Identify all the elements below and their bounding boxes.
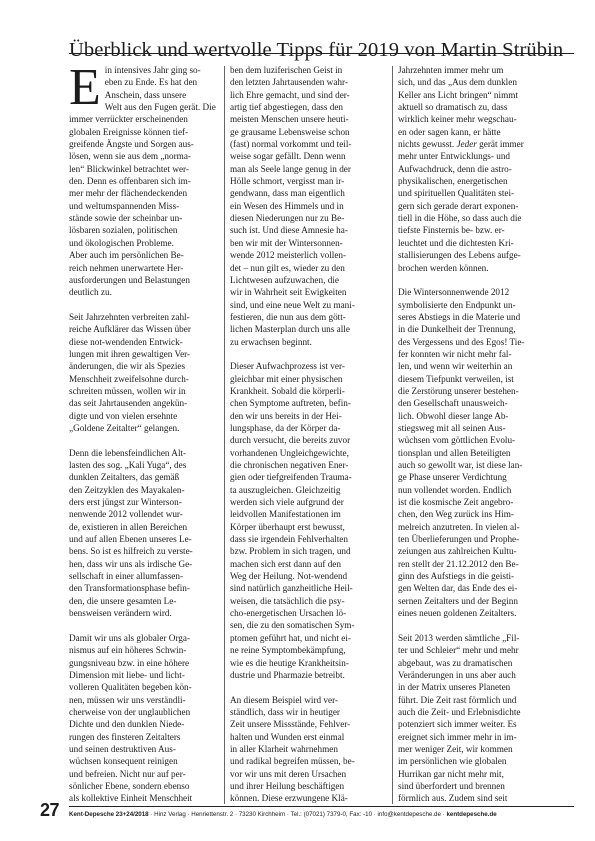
article-title: Überblick und wertvolle Tipps für 2019 von Martin Strübin — [69, 38, 564, 61]
emphasis-text: Jeder — [456, 139, 477, 150]
paragraph — [69, 64, 217, 299]
paragraph: Seit Jahrzehnten verbreiten zahl- reiche Aufklärer das Wissen über diese not-wendenden Entwick- lungen mit ihren gewaltigen Ver- änderungen, die wir als Spezies Menschheit zweifelsohne durch- schreiten müssen, wollen wir in das seit Jahrtausenden angekün- digte und von vielen ersehnte „Goldene Zeitalter“ gelangen. — [69, 311, 191, 433]
page-footer — [69, 811, 575, 819]
paragraph: Seit 2013 werden sämtliche „Fil- ter und Schleier“ mehr und mehr abgebaut, was zu dramatischen Veränderungen in uns aber auch in der Matrix unseres Planeten führt. Die Zeit rast förmlich und auch die Zeit- und Erlebnisdichte potenziert sich immer weiter. Es ereignet sich immer mehr in im- mer weniger Zeit, wir kommen im persönlichen wie globalen Hurrikan gar nicht mehr mit, sind überfordert und brennen förmlich aus. Zudem sind seit — [398, 632, 521, 804]
column-divider — [392, 66, 393, 804]
paragraph-text: gerät immer mehr unter Entwicklungs- und Aufwachdruck, denn die astro- physikalischen, energetischen und spirituellen Qualitäten stei- gern sich gerade derart exponen- tiell in die Höhe, so dass auch die tiefste Finsternis be- bzw. er- leuchtet und die dichtesten Kri- stallisierungen des Lebens aufge- brochen werden können. — [398, 139, 524, 273]
text-column-3 — [398, 64, 554, 807]
page-number: 27 — [40, 800, 60, 820]
paragraph: An diesem Beispiel wird ver- ständlich, dass wir in heutiger Zeit unsere Missstände, Fehlver- halten und Wunden erst einmal in aller Klarheit wahrnehmen und radikal begreifen müssen, be- vor wir uns mit deren Ursachen und ihrer Heilung beschäftigen können. Diese erzwungene Klä- — [230, 694, 355, 804]
issue-label: Kent-Depesche 23+24/2018 — [69, 811, 149, 818]
paragraph: Denn die lebensfeindlichen Alt- lasten des sog. „Kali Yuga“, des dunklen Zeitalters, das gemäß den Zeitzyklen des Mayakalen- ders erst jüngst zur Winterson- nenwende 2012 vollendet wur- de, existieren in allen Bereichen und auf allen Ebenen unseres Le- bens. So ist es hilfreich zu verste- hen, dass wir uns als irdische Ge- sellschaft in einer allumfassen- den Transformationsphase befin- den, die unsere gesamten Le- bensweisen verändern wird. — [69, 447, 193, 619]
text-column-1 — [69, 64, 217, 807]
paragraph: Die Wintersonnenwende 2012 symbolisierte den Endpunkt un- seres Abstiegs in die Materie und in die Dunkelheit der Trennung, des Vergessens und des Egos! Tie- fer konnten wir nicht mehr fal- len, und wenn wir weiterhin an diesem Tiefpunkt verweilen, ist die Zerstörung unserer bestehen- den Gesellschaft unausweich- lich. Obwohl dieser lange Ab- stiegsweg mit all seinen Aus- wüchsen vom göttlichen Evolu- tionsplan und allen Beteiligten auch so gewollt war, ist diese lan- ge Phase unserer Verdichtung nun vollendet worden. Endlich ist die kosmische Zeit angebro- chen, den Weg zurück ins Him- melreich anzutreten. In vielen al- ten Überlieferungen und Prophe- zeiungen aus zahlreichen Kultu- ren stellt der 21.12.2012 den Be- ginn des Aufstiegs in die geisti- gen Welten dar, das Ende des ei- sernen Zeitalters und der Beginn eines neuen goldenen Zeitalters. — [398, 287, 525, 619]
paragraph-text: in intensives Jahr ging so- eben zu Ende. Es hat den Anschein, dass unsere Welt aus den Fugen gerät. Die immer verrückter erscheinenden globalen Ereignisse können tief- greifende Ängste und Sorgen aus- lösen, wenn sie aus dem „norma- len“ Blickwinkel betrachtet wer- den. Denn es offenbaren sich im- mer mehr der flächendeckenden und weltumspannenden Miss- stände sowie der scheinbar un- lösbaren sozialen, politischen und ökologischen Probleme. Aber auch im persönlichen Be- reich nehmen unerwartete Her- ausforderungen und Belastungen deutlich zu. — [69, 65, 216, 298]
publisher-info: · Hinz Verlag · Henriettenstr. 2 · 73230 Kirchheim · Tel.: (07021) 7379-0, Fax: -10 · info@kentdepesche.de · — [148, 811, 447, 818]
paragraph: ben dem luziferischen Geist in den letzten Jahrtausenden wahr- lich Ehre gemacht, und sind der- artig tief abgestiegen, dass den meisten Menschen unsere heuti- ge grausame Lebensweise schon (fast) normal vorkommt und teil- weise sogar gefällt. Denn wenn man als Seele lange genug in der Hölle schmort, vergisst man ir- gendwann, dass man eigentlich ein Wesen des Himmels und in diesen Niederungen nur zu Be- such ist. Und diese Amnesie ha- ben wir mit der Wintersonnen- wende 2012 meisterlich vollen- det – nun gilt es, wieder zu den Lichtwesen aufzuwachen, die wir in Wahrheit seit Ewigkeiten sind, und eine neue Welt zu mani- festieren, die nun aus dem gött- lichen Masterplan durch uns alle zu erwachsen beginnt. — [230, 65, 355, 347]
text-column-2 — [230, 64, 385, 807]
paragraph: Dieser Aufwachprozess ist ver- gleichbar mit einer physischen Krankheit. Sobald die körperli- chen Symptome auftreten, befin- den wir uns bereits in der Hei- lungsphase, da der Körper da- durch versucht, die bereits zuvor vorhandenen Ungleichgewichte, die chronischen negativen Ener- gien oder tiefgreifenden Trauma- ta auszugleichen. Gleichzeitig werden sich viele aufgrund der leidvollen Manifestationen im Körper überhaupt erst bewusst, dass sie irgendein Fehlverhalten bzw. Problem in sich tragen, und machen sich erst dann auf den Weg der Heilung. Not-wendend sind natürlich ganzheitliche Heil- weisen, die tatsächlich die psy- cho-energetischen Ursachen lö- sen, die zu den somatischen Sym- ptomen geführt hat, und nicht ei- ne reine Symptombekämpfung, wie es die heutige Krankheitsin- dustrie und Pharmazie betreibt. — [230, 361, 355, 680]
paragraph: Damit wir uns als globaler Orga- nismus auf ein höheres Schwin- gungsniveau bzw. in eine höhere Dimension mit liebe- und licht- volleren Qualitäten begeben kön- nen, müssen wir uns verständli- cherweise von der unglaublichen Dichte und den dunklen Niede- rungen des finsteren Zeitalters und seinen destruktiven Aus- wüchsen konsequent reinigen und befreien. Nicht nur auf per- sönlicher Ebene, sondern ebenso als kollektive Einheit Menschheit — [69, 632, 193, 804]
paragraph — [398, 64, 554, 274]
website-link[interactable]: kentdepesche.de — [446, 811, 497, 818]
paragraph-text: Jahrzehnten immer mehr um sich, und das „Aus dem dunklen Keller ans Licht bringen“ nimmt aktuell so dramatisch zu, dass wirklich keiner mehr wegschau- en oder sagen kann, er hätte nichts gewusst. — [398, 65, 518, 150]
drop-cap: E — [69, 64, 101, 116]
top-rule — [69, 53, 574, 54]
bottom-rule — [69, 806, 574, 807]
column-divider — [224, 66, 225, 804]
